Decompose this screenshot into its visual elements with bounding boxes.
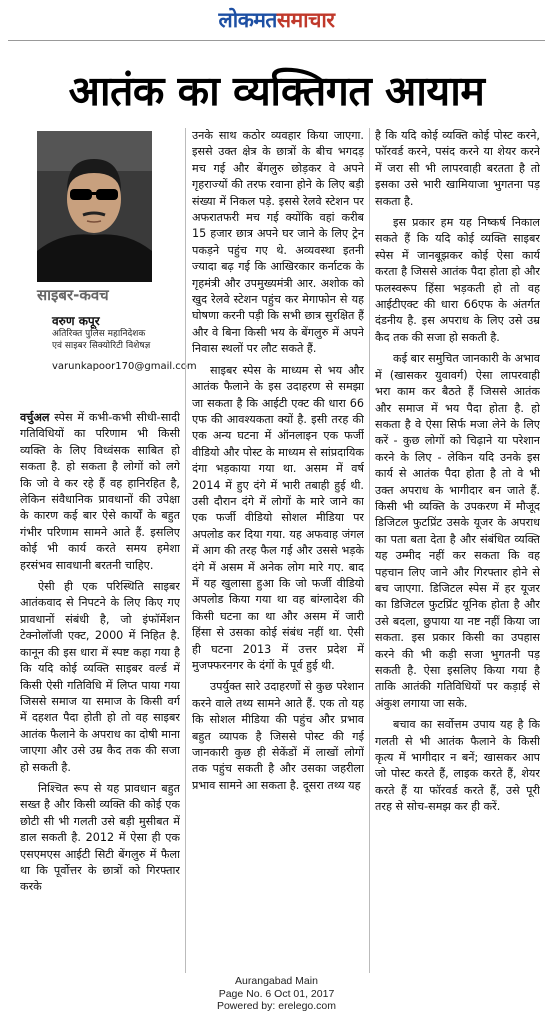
- paragraph: है कि यदि कोई व्यक्ति कोई पोस्ट करने, फॉरवर्ड करने, पसंद करने या शेयर करने में जरा सी भी लापरवाही बरतता है तो इसका उसे भारी खामियाजा भुगतना पड़ सकता है.: [375, 129, 540, 208]
- newspaper-logo: लोकमतसमाचार: [218, 8, 335, 32]
- lead-word: वर्चुअल: [20, 411, 50, 424]
- paragraph: बचाव का सर्वोत्तम उपाय यह है कि गलती से भी आतंक फैलाने के किसी कृत्य में भागीदार न बनें; खासकर आप जो पोस्ट करते हैं, लाइक करते हैं, शेयर करते हैं या फॉरवर्ड करते हैं, उसे पूरी तरह से सोच-समझ कर ही करें.: [375, 718, 540, 814]
- author-photo: [37, 131, 152, 282]
- author-name: वरुण कपूर: [52, 314, 100, 328]
- paragraph: उनके साथ कठोर व्यवहार किया जाएगा. इससे उक्त क्षेत्र के छात्रों के बीच भगदड़ मच गई और बेंगलुरु छोड़कर वे अपने गृहराज्यों की तरफ रवाना होने के लिए बड़ी संख्या में निकल पड़े. इससे रेलवे स्टेशन पर अफरातफरी मच गई क्योंकि वहां करीब 15 हजार छात्र अपने घर जाने के लिए ट्रेन पकड़ने पहुंच गए थे. अव्यवस्था इतनी ज्यादा बढ़ गई कि आखिरकार कर्नाटक के गृहमंत्री और उपमुख्यमंत्री आर. अशोक को खुद रेलवे स्टेशन पहुंच कर मेगाफोन से यह घोषणा करनी पड़ी कि सभी छात्र सुरक्षित हैं और वे बिना किसी भय के बेंगलुरु में अपने निवास स्थलों पर लौट सकते हैं.: [192, 129, 364, 356]
- article-column-3: [375, 128, 540, 973]
- paragraph: कई बार समुचित जानकारी के अभाव में (खासकर युवावर्ग) ऐसा लापरवाही भरा काम कर बैठते हैं जिससे आतंक और समाज में भय पैदा होता है. हो सकता है वे ऐसा सिर्फ मजा लेने के लिए करें - कुछ लोगों को चिढ़ाने या परेशान करने के लिए - लेकिन यदि उनके इस कार्य से आतंक पैदा होता है तो वे भी उक्त अपराध के भागीदार बन जाते हैं. किसी भी व्यक्ति के उपकरण में मौजूद डिजिटल फुटप्रिंट उसके यूजर के अपराध का पता बता देता है और संबंधित व्यक्ति यह उम्मीद नहीं कर सकता कि वह पहचान लिए जाने और गिरफ्तार होने से बच जाएगा. डिजिटल स्पेस में हर यूजर का डिजिटल फुटप्रिंट यूनिक होता है और उसे बदला, छुपाया या नष्ट नहीं किया जा सकता. इस प्रकार किसी का उपहास करने की भी कड़ी सजा भुगतनी पड़ सकती है. ऐसा इसलिए किया गया है ताकि आतंकी गतिविधियों पर कड़ाई से अंकुश लगाया जा सके.: [375, 352, 540, 710]
- author-block: [52, 314, 197, 373]
- paragraph: वर्चुअल स्पेस में कभी-कभी सीधी-सादी गतिविधियों का परिणाम भी किसी व्यक्ति के लिए विध्वंसक साबित हो सकता है. हो सकता है लोगों को लगे कि जो वे कर रहे हैं वह हानिरहित है, लेकिन संवैधानिक प्रावधानों की उपेक्षा के कारण कई बार ऐसे कार्यों के बहुत गंभीर परिणाम सामने आते हैं. इसलिए कोई भी कार्य करते समय हमेशा हरसंभव सावधानी बरतनी चाहिए.: [20, 411, 180, 572]
- paragraph: इस प्रकार हम यह निष्कर्ष निकाल सकते हैं कि यदि कोई व्यक्ति साइबर स्पेस में जानबूझकर कोई ऐसा कार्य करता है जिससे आतंक पैदा होता हो और फलस्वरूप हिंसा भड़कती हो तो वह आईटीएक्ट की धारा 66एफ के अंतर्गत दंडनीय है. इस अपराध के लिए उसे उम्र कैद तक की सजा हो सकती है.: [375, 216, 540, 344]
- paragraph: निश्चित रूप से यह प्रावधान बहुत सख्त है और किसी व्यक्ति की कोई एक छोटी सी भी गलती उसे बड़ी मुसीबत में डाल सकती है. 2012 में ऐसा ही एक एसएमएस आईटी सिटी बेंगलुरु में फैला था कि पूर्वोत्तर के छात्रों को गिरफ्तार करके: [20, 781, 180, 894]
- article-column-1: [20, 410, 180, 980]
- top-rule: [8, 40, 545, 41]
- powered-by[interactable]: Powered by: erelego.com: [216, 1000, 337, 1012]
- author-email[interactable]: varunkapoor170@gmail.com: [52, 361, 197, 372]
- masthead: [0, 6, 553, 34]
- column-separator: [185, 128, 186, 973]
- author-role-line2: एवं साइबर सिक्योरिटी विशेषज्ञ: [52, 341, 151, 351]
- column-separator: [369, 128, 370, 973]
- headline: आतंक का व्यक्तिगत आयाम: [68, 67, 485, 115]
- article-column-2: [192, 128, 364, 973]
- column-title: साइबर-कवच: [37, 286, 109, 304]
- paragraph: ऐसी ही एक परिस्थिति साइबर आतंकवाद से निपटने के लिए किए गए प्रावधानों संबंधी है, जो इंफॉर्मेशन टेक्नोलॉजी एक्ट, 2000 में निहित है. कानून की इस धारा में स्पष्ट कहा गया है कि यदि कोई व्यक्ति साइबर वर्ल्ड में किसी ऐसी गतिविधि में लिप्त पाया गया जिससे समाज या समाज के किसी वर्ग में दहशत पैदा होती हो तो वह साइबर आतंक फैलाने के अपराध का दोषी माना जाएगा और उसे उम्र कैद तक की सजा हो सकती है.: [20, 580, 180, 774]
- author-role-line1: अतिरिक्त पुलिस महानिदेशक: [52, 329, 146, 339]
- page-and-date: Page No. 6 Oct 01, 2017: [218, 987, 335, 1000]
- paragraph: साइबर स्पेस के माध्यम से भय और आतंक फैलाने के इस उदाहरण से समझा जा सकता है कि आईटी एक्ट की धारा 66 एफ की आवश्यकता क्यों है. इसी तरह की एक अन्य घटना में ऑनलाइन एक फर्जी वीडियो और पोस्ट के माध्यम से सांप्रदायिक दंगा भड़काया गया था. असम में वर्ष 2014 में हुए दंगे में भारी तबाही हुई थी. उसी दौरान दंगे में लोगों के मारे जाने का एक फर्जी वीडियो सोशल मीडिया पर अपलोड कर दिया गया. यह अफवाह जंगल में आग की तरह फैल गई और उससे भड़के दंगे में असम में अनेक लोग मारे गए. बाद में यह खुलासा हुआ कि जो फर्जी वीडियो अपलोड किया गया था वह बांग्लादेश की किसी घटना का था और असम में जारी हिंसा से उसका कोई संबंध नहीं था. ऐसी ही घटना 2013 में उत्तर प्रदेश में मुजफ्फरनगर के दंगों के पूर्व हुई थी.: [192, 363, 364, 672]
- edition-name: Aurangabad Main: [235, 975, 318, 987]
- page-footer: [0, 975, 553, 1013]
- paragraph: उपर्युक्त सारे उदाहरणों से कुछ परेशान करने वाले तथ्य सामने आते हैं. एक तो यह कि सोशल मीडिया की पहुंच और प्रभाव बहुत व्यापक है जिससे पोस्ट की गई जानकारी कुछ ही सेकेंडों में लाखों लोगों तक पहुंच सकती है और उसका जहरीला प्रभाव सामने आ सकता है. दूसरा तथ्य यह: [192, 680, 364, 792]
